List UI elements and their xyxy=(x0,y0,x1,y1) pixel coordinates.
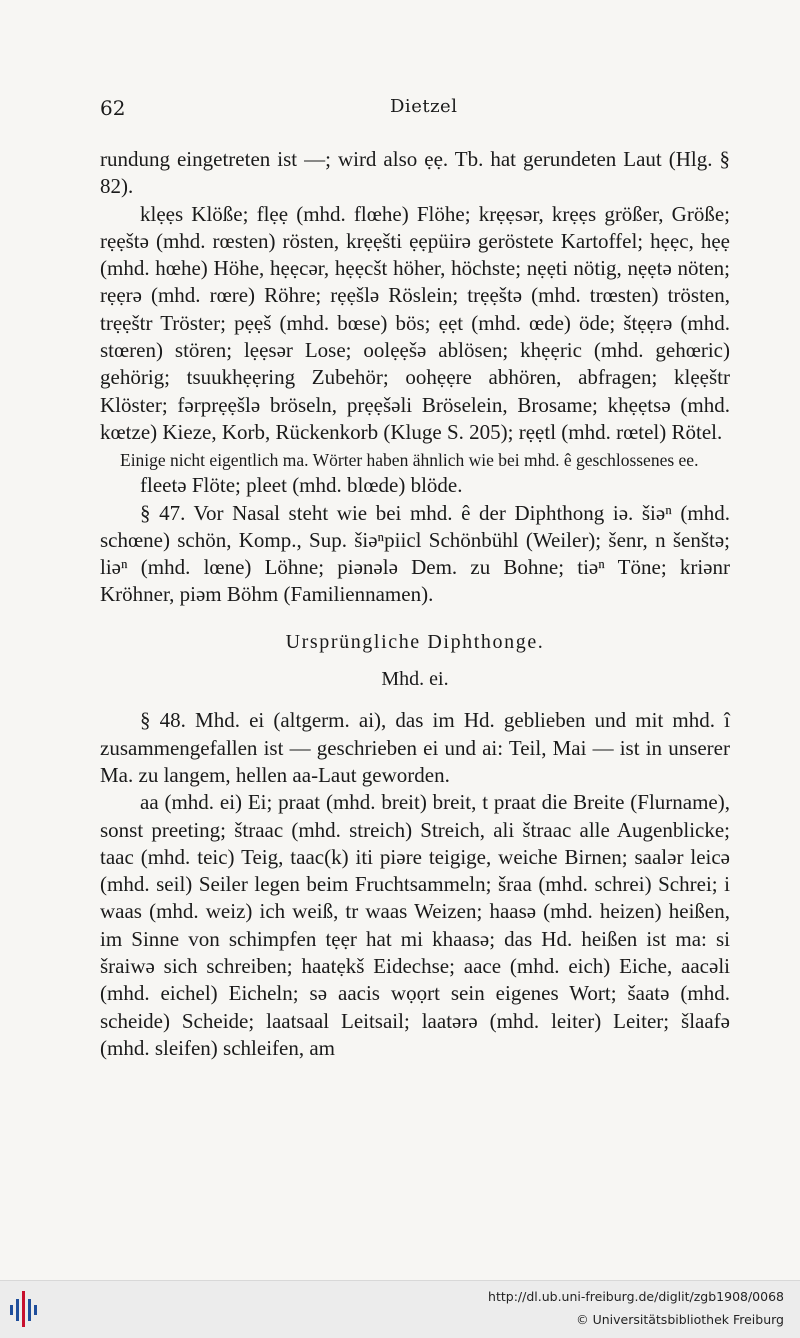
section-subtitle: Mhd. ei. xyxy=(381,668,449,691)
page-header xyxy=(100,96,730,126)
copyright-text: © Universitätsbibliothek Freiburg xyxy=(576,1312,784,1327)
small-note: Einige nicht eigentlich ma. Wörter haben ähnlich wie bei mhd. ê geschlossenes ee. xyxy=(120,450,699,471)
paragraph: fleetə Flöte; pleet (mhd. blœde) blöde. xyxy=(140,473,463,498)
paragraph-section-47: § 47. Vor Nasal steht wie bei mhd. ê der Diphthong iə. šiəⁿ (mhd. schœne) schön, Komp., Sup. šiəⁿpiicl Schönbühl (Weiler); šenr, n šenštə; liəⁿ (mhd. lœne) Löhne; piənələ Dem. zu Bohne; tiəⁿ Töne; kriənr Kröhner, piəm Böhm (Familiennamen). xyxy=(100,500,730,607)
body-text xyxy=(100,146,730,1062)
paragraph: rundung eingetreten ist —; wird also ẹẹ. Tb. hat gerundeten Laut (Hlg. § 82). xyxy=(100,147,730,199)
paragraph: klẹẹs Klöße; flẹẹ (mhd. flœhe) Flöhe; krẹẹsər, krẹẹs größer, Größe; rẹẹštə (mhd. rœsten) rösten, krẹẹšti ẹẹpüirə geröstete Kartoffel; hẹẹc, hẹẹ (mhd. hœhe) Höhe, hẹẹcər, hẹẹcšt höher, höchste; nẹẹti nötig, nẹẹtə nöten; rẹẹrə (mhd. rœre) Röhre; rẹẹšlə Röslein; trẹẹštə (mhd. trœsten) trösten, trẹẹštr Tröster; pẹẹš (mhd. bœse) bös; ẹẹt (mhd. œde) öde; štẹẹrə (mhd. stœren) stören; lẹẹsər Lose; oolẹẹšə ablösen; khẹẹric (mhd. gehœric) gehörig; tsuukhẹẹring Zubehör; oohẹẹre abhören, abfragen; klẹẹštr Klöster; fərprẹẹšlə bröseln, prẹẹšəli Bröselein, Brosame; khẹẹtsə (mhd. kœtze) Kieze, Korb, Rückenkorb (Kluge S. 205); rẹẹtl (mhd. rœtel) Rötel. xyxy=(100,201,730,444)
source-url-link[interactable]: http://dl.ub.uni-freiburg.de/diglit/zgb1908/0068 xyxy=(488,1289,784,1304)
footer-bar xyxy=(0,1280,800,1338)
paragraph: aa (mhd. ei) Ei; praat (mhd. breit) breit, t praat die Breite (Flurname), sonst preeting; štraac (mhd. streich) Streich, ali štraac alle Augenblicke; taac (mhd. teic) Teig, taac(k) iti piəre teigige, weiche Birnen; saalər leicə (mhd. seil) Seiler legen beim Fruchtsammeln; šraa (mhd. schrei) Schrei; i waas (mhd. weiz) ich weiß, tr waas Weizen; haasə (mhd. heizen) heißen, im Sinne von schimpfen tẹẹr hat mi khaasə; das Hd. heißen ist ma: si šraiwə sich schreiben; haatẹkš Eidechse; aace (mhd. eich) Eiche, aacəli (mhd. eichel) Eicheln; sə aacis wọọrt sein eigenes Wort; šaatə (mhd. scheide) Scheide; laatsaal Leitsail; laatərə (mhd. leiter) Leiter; šlaafə (mhd. sleifen) schleifen, am xyxy=(100,790,730,1060)
ub-freiburg-logo-icon xyxy=(8,1289,38,1329)
section-title: Ursprüngliche Diphthonge. xyxy=(285,630,545,653)
paragraph-section-48: § 48. Mhd. ei (altgerm. ai), das im Hd. geblieben und mit mhd. î zusammengefallen ist — geschrieben ei und ai: Teil, Mai — ist in unserer Ma. zu langem, hellen aa-Laut geworden. xyxy=(100,708,730,787)
running-head: Dietzel xyxy=(390,96,458,117)
page-number: 62 xyxy=(100,96,126,120)
